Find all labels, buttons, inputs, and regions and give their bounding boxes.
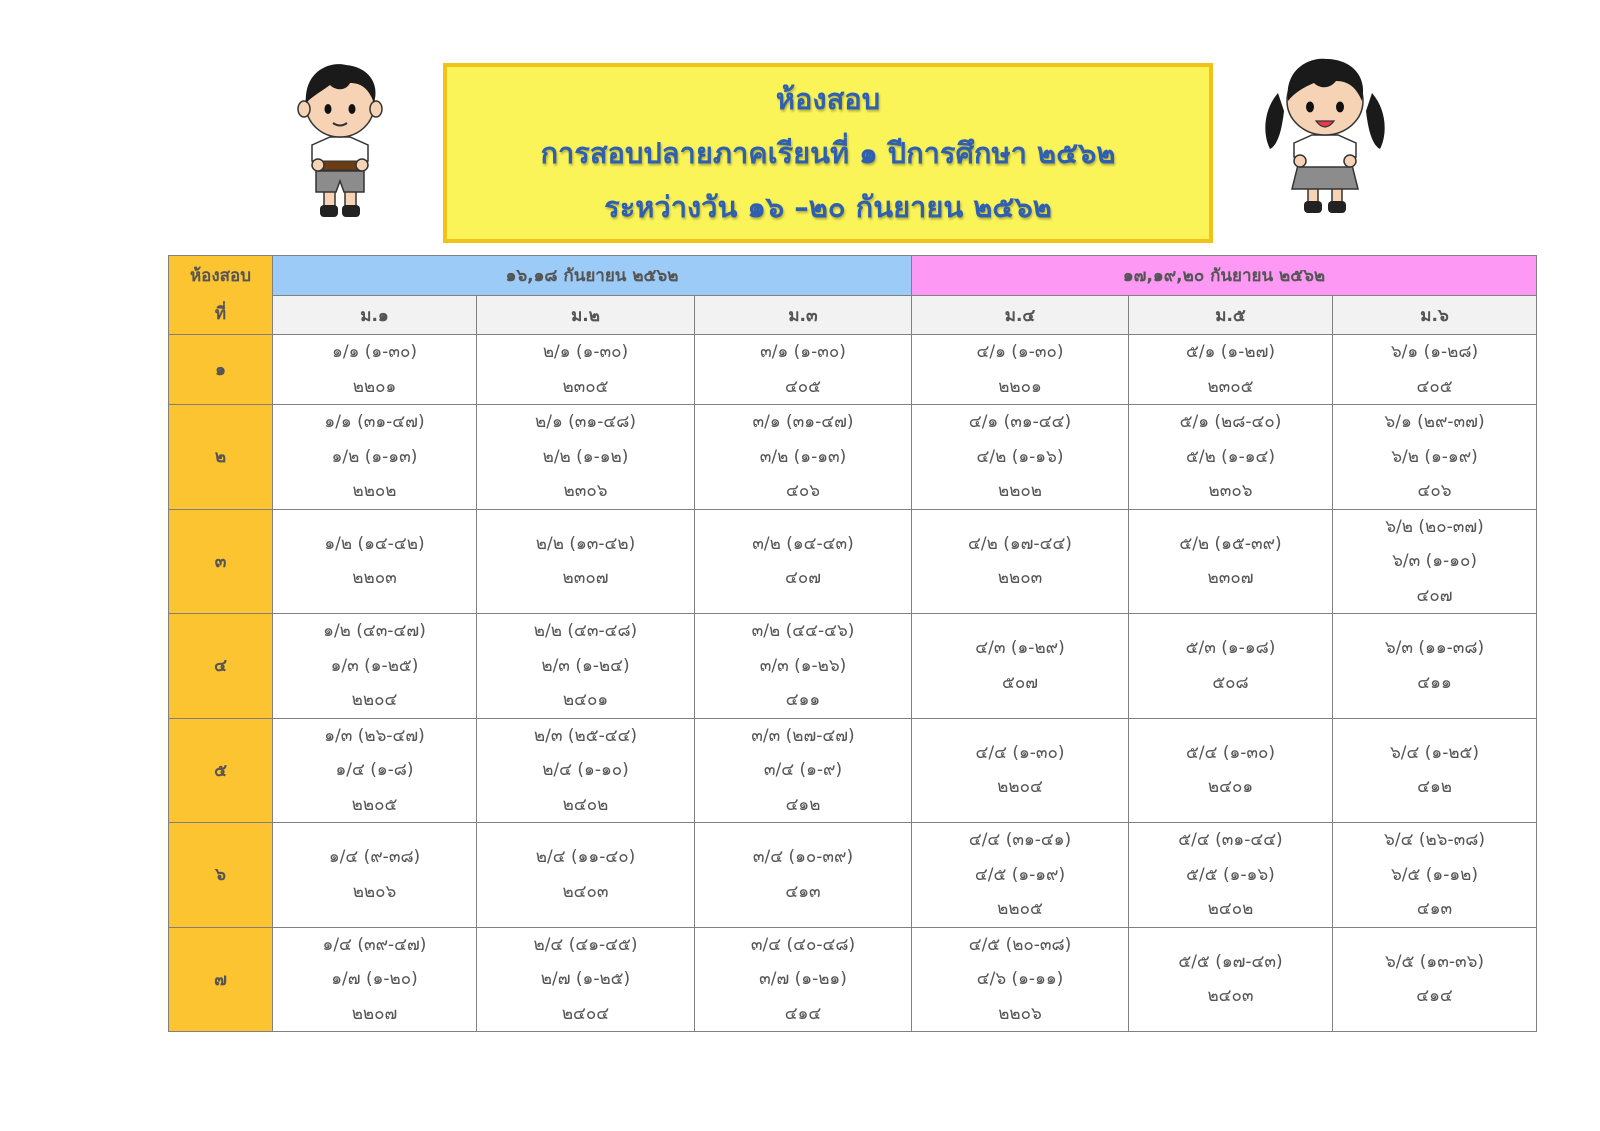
class-range: ๕/๕ (๑๗-๔๓) <box>1178 951 1283 972</box>
exam-room-code: ๔๐๕ <box>1416 376 1453 397</box>
class-range: ๔/๕ (๒๐-๓๘) <box>968 934 1072 955</box>
title-line-3: ระหว่างวัน ๑๖ –๒๐ กันยายน ๒๕๖๒ <box>604 190 1052 224</box>
class-range: ๔/๓ (๑-๒๙) <box>975 638 1065 659</box>
class-range: ๖/๑ (๒๙-๓๗) <box>1384 412 1485 432</box>
exam-room-code: ๒๓๐๗ <box>562 568 609 589</box>
class-range: ๓/๒ (๔๔-๔๖) <box>751 621 855 641</box>
class-range: ๔/๔ (๓๑-๔๑) <box>968 830 1072 850</box>
title-line-1: ห้องสอบ <box>775 82 881 116</box>
class-range: ๕/๒ (๑๕-๓๙) <box>1179 533 1282 554</box>
grade-header: ม.๕ <box>1129 296 1333 335</box>
schedule-cell <box>695 335 912 405</box>
class-range: ๒/๑ (๓๑-๔๘) <box>535 412 636 432</box>
exam-room-code: ๒๔๐๓ <box>1207 986 1254 1007</box>
boy-student-icon <box>290 57 390 227</box>
room-number: ๔ <box>169 614 273 719</box>
table-row <box>169 614 1537 719</box>
room-number: ๕ <box>169 718 273 823</box>
schedule-cell <box>912 509 1129 614</box>
class-range: ๖/๑ (๑-๒๘) <box>1390 342 1479 362</box>
exam-room-code: ๒๓๐๗ <box>1207 568 1254 589</box>
class-range: ๖/๒ (๑-๑๙) <box>1391 446 1478 467</box>
exam-room-table <box>168 255 1537 1032</box>
schedule-cell <box>1129 335 1333 405</box>
schedule-cell <box>1333 405 1537 510</box>
class-range: ๓/๔ (๑๐-๓๙) <box>752 847 854 868</box>
exam-room-code: ๔๐๖ <box>785 481 821 501</box>
exam-room-code: ๒๒๐๒ <box>998 481 1042 501</box>
room-number: ๑ <box>169 335 273 405</box>
room-number: ๓ <box>169 509 273 614</box>
exam-room-code: ๕๐๘ <box>1212 672 1249 693</box>
exam-room-code: ๒๒๐๖ <box>998 1003 1042 1024</box>
grade-header: ม.๖ <box>1333 296 1537 335</box>
class-range: ๓/๗ (๑-๒๑) <box>759 969 847 989</box>
class-range: ๔/๑ (๓๑-๔๔) <box>968 412 1072 432</box>
schedule-cell <box>273 718 477 823</box>
class-range: ๒/๒ (๔๓-๔๘) <box>533 621 638 641</box>
room-number: ๗ <box>169 927 273 1032</box>
schedule-cell <box>1129 823 1333 928</box>
class-range: ๑/๗ (๑-๒๐) <box>331 969 418 989</box>
exam-room-code: ๔๐๗ <box>784 568 822 589</box>
exam-room-code: ๒๔๐๔ <box>561 1003 610 1024</box>
exam-room-code: ๒๒๐๓ <box>997 568 1043 589</box>
table-row <box>169 405 1537 510</box>
class-range: ๒/๒ (๑-๑๒) <box>542 446 629 467</box>
exam-room-code: ๒๓๐๕ <box>1207 376 1254 397</box>
schedule-cell <box>912 405 1129 510</box>
exam-room-code: ๔๑๓ <box>1416 899 1453 919</box>
class-range: ๖/๒ (๒๐-๓๗) <box>1385 516 1484 537</box>
schedule-cell <box>477 718 695 823</box>
room-number: ๖ <box>169 823 273 928</box>
title-line-2: การสอบปลายภาคเรียนที่ ๑ ปีการศึกษา ๒๕๖๒ <box>540 136 1116 170</box>
schedule-cell <box>912 614 1129 719</box>
exam-room-code: ๔๑๒ <box>1417 777 1452 798</box>
schedule-cell <box>273 927 477 1032</box>
schedule-cell <box>912 718 1129 823</box>
schedule-cell <box>1129 614 1333 719</box>
class-range: ๕/๔ (๑-๓๐) <box>1185 742 1276 763</box>
schedule-cell <box>273 509 477 614</box>
class-range: ๕/๑ (๑-๒๗) <box>1186 342 1275 362</box>
table-row <box>169 927 1537 1032</box>
exam-room-code: ๒๒๐๔ <box>997 777 1043 798</box>
exam-room-code: ๒๒๐๔ <box>351 690 398 710</box>
exam-room-code: ๒๒๐๓ <box>352 568 397 589</box>
schedule-cell <box>477 405 695 510</box>
class-range: ๑/๒ (๑๔-๔๒) <box>324 533 425 554</box>
schedule-cell <box>273 823 477 928</box>
class-range: ๓/๑ (๑-๓๐) <box>760 342 846 362</box>
table-row <box>169 509 1537 614</box>
class-range: ๓/๓ (๒๗-๔๗) <box>751 725 855 746</box>
class-range: ๕/๒ (๑-๑๔) <box>1185 446 1276 467</box>
class-range: ๖/๕ (๑๓-๓๖) <box>1385 951 1485 972</box>
schedule-cell <box>1333 927 1537 1032</box>
exam-room-code: ๒๓๐๕ <box>562 376 609 397</box>
schedule-cell <box>695 927 912 1032</box>
table-row <box>169 823 1537 928</box>
room-header-line-1: ห้องสอบ <box>189 266 252 286</box>
exam-room-code: ๒๒๐๑ <box>998 376 1042 397</box>
schedule-cell <box>1333 823 1537 928</box>
class-range: ๓/๒ (๑๔-๔๓) <box>752 533 854 554</box>
schedule-cell <box>695 823 912 928</box>
schedule-cell <box>912 927 1129 1032</box>
schedule-cell <box>912 823 1129 928</box>
exam-room-code: ๒๒๐๕ <box>997 899 1043 919</box>
exam-room-code: ๒๓๐๖ <box>563 481 608 501</box>
table-row <box>169 718 1537 823</box>
class-range: ๒/๒ (๑๓-๔๒) <box>535 533 636 554</box>
schedule-cell <box>273 335 477 405</box>
schedule-cell <box>477 927 695 1032</box>
class-range: ๖/๓ (๑-๑๐) <box>1392 551 1477 571</box>
class-range: ๒/๓ (๒๕-๔๔) <box>533 725 638 746</box>
class-range: ๒/๔ (๑-๑๐) <box>542 760 629 780</box>
exam-room-code: ๔๑๑ <box>785 690 821 710</box>
grade-header: ม.๔ <box>912 296 1129 335</box>
girl-student-icon <box>1260 53 1390 223</box>
exam-room-code: ๔๑๔ <box>1416 986 1453 1007</box>
schedule-cell <box>912 335 1129 405</box>
class-range: ๑/๓ (๒๖-๔๗) <box>324 725 425 746</box>
class-range: ๒/๗ (๑-๒๕) <box>540 969 631 989</box>
grade-header: ม.๓ <box>695 296 912 335</box>
exam-room-code: ๔๑๓ <box>785 881 821 902</box>
schedule-cell <box>273 405 477 510</box>
schedule-cell <box>1333 335 1537 405</box>
class-range: ๔/๒ (๑๗-๔๔) <box>968 533 1072 554</box>
class-range: ๔/๑ (๑-๓๐) <box>976 342 1064 362</box>
exam-room-code: ๔๐๗ <box>1416 585 1453 606</box>
class-range: ๑/๔ (๑-๘) <box>335 760 414 780</box>
class-range: ๖/๔ (๑-๒๕) <box>1389 742 1480 763</box>
exam-room-code: ๕๐๗ <box>1001 672 1039 693</box>
schedule-cell <box>477 614 695 719</box>
schedule-cell <box>1333 614 1537 719</box>
schedule-cell <box>695 509 912 614</box>
class-range: ๑/๔ (๙-๓๘) <box>328 847 421 868</box>
grade-header: ม.๑ <box>273 296 477 335</box>
class-range: ๒/๔ (๑๑-๔๐) <box>535 847 636 868</box>
exam-room-code: ๒๔๐๓ <box>562 881 609 902</box>
exam-room-code: ๒๒๐๖ <box>352 881 397 902</box>
class-range: ๕/๔ (๓๑-๔๔) <box>1178 830 1283 850</box>
class-range: ๖/๕ (๑-๑๒) <box>1391 864 1478 885</box>
class-range: ๑/๒ (๑-๑๓) <box>331 446 418 467</box>
class-range: ๔/๒ (๑-๑๖) <box>976 446 1064 467</box>
exam-room-code: ๔๐๖ <box>1417 481 1452 501</box>
exam-room-code: ๒๔๐๑ <box>1207 777 1254 798</box>
exam-room-code: ๒๒๐๒ <box>352 481 397 501</box>
schedule-cell <box>1129 927 1333 1032</box>
schedule-cell <box>477 823 695 928</box>
class-range: ๑/๑ (๑-๓๐) <box>332 342 417 362</box>
exam-room-code: ๒๔๐๒ <box>562 794 609 815</box>
exam-room-code: ๒๒๐๗ <box>351 1003 398 1024</box>
schedule-cell <box>1129 718 1333 823</box>
exam-room-code: ๒๒๐๕ <box>351 794 398 815</box>
class-range: ๕/๓ (๑-๑๘) <box>1185 638 1276 659</box>
schedule-cell <box>695 718 912 823</box>
exam-room-code: ๔๑๒ <box>785 794 821 815</box>
class-range: ๒/๑ (๑-๓๐) <box>542 342 629 362</box>
class-range: ๓/๑ (๓๑-๔๗) <box>752 412 854 432</box>
room-column-header <box>169 256 273 335</box>
exam-room-code: ๔๑๔ <box>784 1003 822 1024</box>
class-range: ๒/๔ (๔๑-๔๕) <box>533 934 638 955</box>
schedule-cell <box>477 335 695 405</box>
class-range: ๑/๒ (๔๓-๔๗) <box>323 621 426 641</box>
class-range: ๕/๑ (๒๘-๔๐) <box>1179 412 1282 432</box>
class-range: ๔/๔ (๑-๓๐) <box>975 742 1065 763</box>
schedule-cell <box>695 405 912 510</box>
class-range: ๕/๕ (๑-๑๖) <box>1186 864 1275 885</box>
class-range: ๑/๓ (๑-๒๕) <box>330 655 419 676</box>
exam-room-code: ๒๓๐๖ <box>1208 481 1253 501</box>
date-group-1-header: ๑๖,๑๘ กันยายน ๒๕๖๒ <box>273 256 912 296</box>
class-range: ๓/๓ (๑-๒๖) <box>759 655 847 676</box>
grade-header: ม.๒ <box>477 296 695 335</box>
schedule-cell <box>273 614 477 719</box>
title-banner <box>443 63 1213 243</box>
room-header-line-2: ที่ <box>214 304 227 324</box>
class-range: ๔/๕ (๑-๑๙) <box>974 864 1066 885</box>
class-range: ๓/๔ (๑-๙) <box>763 760 843 780</box>
schedule-cell <box>1333 509 1537 614</box>
exam-room-code: ๔๑๑ <box>1417 672 1452 693</box>
exam-room-code: ๒๔๐๑ <box>562 690 609 710</box>
class-range: ๓/๔ (๔๐-๔๘) <box>750 934 856 955</box>
exam-room-code: ๔๐๕ <box>784 376 822 397</box>
schedule-cell <box>1333 718 1537 823</box>
class-range: ๒/๓ (๑-๒๔) <box>541 655 630 676</box>
date-group-2-header: ๑๗,๑๙,๒๐ กันยายน ๒๕๖๒ <box>912 256 1537 296</box>
class-range: ๓/๒ (๑-๑๓) <box>759 446 847 467</box>
class-range: ๖/๔ (๒๖-๓๘) <box>1384 830 1485 850</box>
class-range: ๖/๓ (๑๑-๓๘) <box>1384 638 1485 659</box>
schedule-cell <box>477 509 695 614</box>
room-number: ๒ <box>169 405 273 510</box>
schedule-cell <box>1129 405 1333 510</box>
class-range: ๑/๑ (๓๑-๔๗) <box>324 412 425 432</box>
class-range: ๑/๔ (๓๙-๔๗) <box>322 934 427 955</box>
exam-room-code: ๒๔๐๒ <box>1207 899 1254 919</box>
class-range: ๔/๖ (๑-๑๑) <box>976 969 1064 989</box>
schedule-cell <box>695 614 912 719</box>
table-row <box>169 335 1537 405</box>
schedule-cell <box>1129 509 1333 614</box>
exam-room-code: ๒๒๐๑ <box>352 376 397 397</box>
